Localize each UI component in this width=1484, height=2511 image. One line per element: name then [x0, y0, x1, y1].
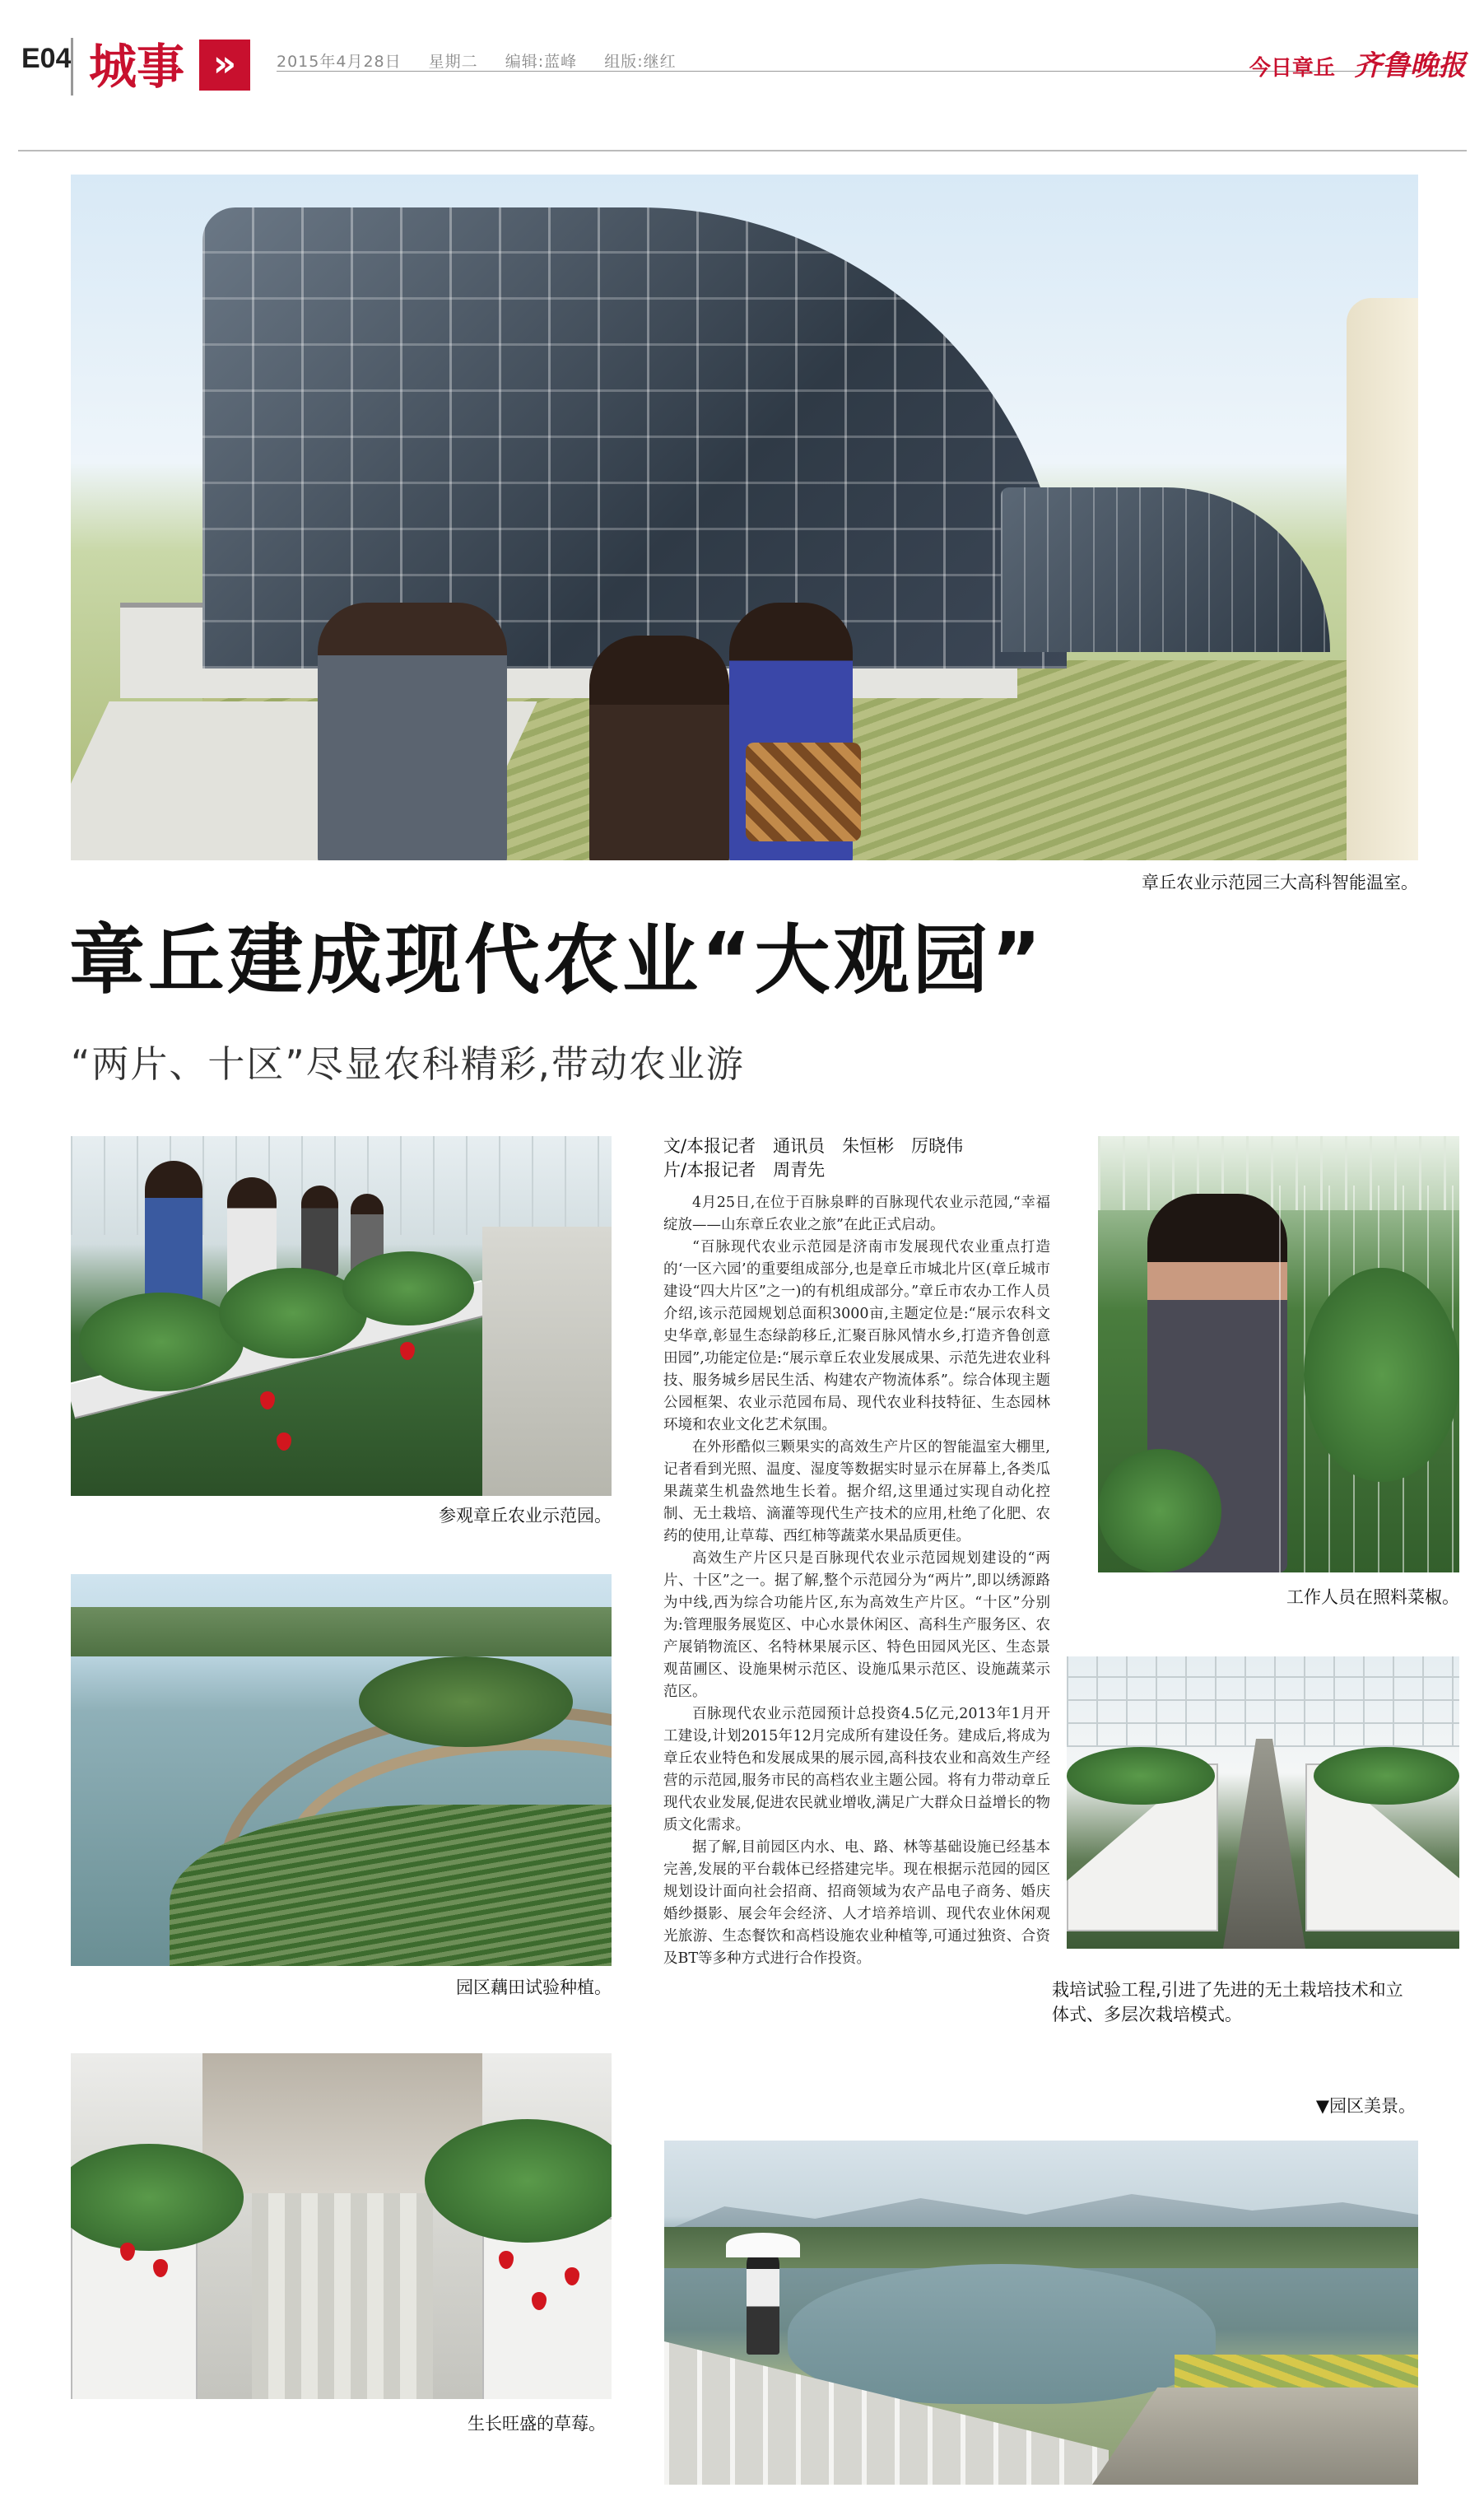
article-paragraph: 高效生产片区只是百脉现代农业示范园规划建设的“两片、十区”之一。据了解,整个示范园分为“两片”,即以绣源路为中线,西为综合功能片区,东为高效生产片区。“十区”分别为:管理服务展览区、中心水景休闲区、高科生产服务区、农产展销物流区、名特林果展示区、特色田园风光区、生态景观苗圃区、设施果树示范区、设施瓜果示范区、设施蔬菜示范区。 [663, 1550, 1050, 1700]
article-body [663, 1192, 1050, 1970]
planted-island [359, 1656, 573, 1747]
photo-greenhouses [71, 175, 1418, 860]
section-chevron-icon: » [199, 40, 250, 91]
article-paragraph: “百脉现代农业示范园是济南市发展现代农业重点打造的‘一区六园’的重要组成部分,也是章丘市城北片区(章丘城市建设“四大片区”之一)的有机组成部分。”章丘市农办工作人员介绍,该示范园规划总面积3000亩,主题定位是:“展示农科文史华章,彰显生态绿韵移丘,汇聚百脉风情水乡,打造齐鲁创意田园”,功能定位是:“展示章丘农业发展成果、示范先进农业科技、服务城乡居民生活、构建农产物流体系”。综合体现主题公园框架、农业示范园布局、现代农业科技特征、生态园林环境和农业文化艺术氛围。 [663, 1239, 1050, 1433]
page-number: E04 [21, 43, 72, 74]
visitor-figure [747, 2248, 779, 2355]
distant-hills [664, 2190, 1418, 2231]
section-name: 城事 [89, 39, 185, 95]
caption-rows: 栽培试验工程,引进了先进的无土栽培技术和立体式、多层次栽培模式。 [1052, 1980, 1403, 2024]
greenhouse-dome [202, 207, 1067, 669]
photo-worker-peppers [1098, 1136, 1459, 1572]
subheadline: “两片、十区”尽显农科精彩,带动农业游 [71, 1042, 745, 1086]
photo-cultivation-rows [1067, 1656, 1459, 1949]
caption-straw2: 生长旺盛的草莓。 [468, 2414, 606, 2434]
column-name: 今日章丘 [1249, 56, 1335, 81]
photo-visitors-strawberries [71, 1136, 612, 1496]
caption-park: ▼园区美景。 [1315, 2096, 1416, 2116]
strawberry-foliage [425, 2119, 612, 2243]
issue-date: 2015年4月28日 [277, 53, 402, 71]
byline [663, 1134, 1038, 1182]
visitor-figure [589, 636, 729, 860]
editor-credit: 编辑:蓝峰 [505, 53, 578, 71]
aisle-floor [252, 2193, 433, 2399]
bus [1347, 298, 1418, 860]
plant-row [1067, 1747, 1215, 1805]
caption-worker: 工作人员在照料菜椒。 [1286, 1587, 1459, 1607]
growing-rack [482, 2218, 612, 2399]
article-paragraph: 在外形酷似三颗果实的高效生产片区的智能温室大棚里,记者看到光照、温度、湿度等数据实时显示在屏幕上,各类瓜果蔬菜生机盎然地生长着。据介绍,这里通过实现自动化控制、无土栽培、滴灌等现代生产技术的应用,杜绝了化肥、农药的使用,让草莓、西红柿等蔬菜水果品质更佳。 [663, 1439, 1050, 1544]
pepper-foliage [1304, 1268, 1459, 1482]
caption-lotus: 园区藕田试验种植。 [456, 1978, 612, 1997]
promenade [1092, 2388, 1418, 2485]
header-divider [71, 38, 73, 96]
strawberry-foliage [71, 2144, 244, 2251]
issue-weekday: 星期二 [428, 53, 478, 71]
visitor-figure [145, 1161, 202, 1309]
column-brand [1249, 43, 1466, 83]
article-paragraph: 据了解,目前园区内水、电、路、林等基础设施已经基本完善,发展的平台载体已经搭建完毕。现在根据示范园的园区规划设计面向社会招商、招商领域为农产品电子商务、婚庆婚纱摄影、展会年会经济、人才培养培训、现代农业休闲观光旅游、生态餐饮和高档设施农业种植等,可通过独资、合资及BT等多种方式进行合作投资。 [663, 1839, 1050, 1967]
greenhouse-aisle [482, 1227, 612, 1496]
visitor-figure [301, 1186, 338, 1276]
article-paragraph: 百脉现代农业示范园预计总投资4.5亿元,2013年1月开工建设,计划2015年12月完成所有建设任务。建成后,将成为章丘农业特色和发展成果的展示园,高科技农业和高效生产经营的示范园,服务市民的高档农业主题公园。将有力带动章丘现代农业发展,促进农民就业增收,满足广大群众日益增长的物质文化需求。 [663, 1706, 1050, 1833]
issue-meta [277, 49, 698, 72]
layout-credit: 组版:继红 [604, 53, 677, 71]
photo-strawberry-racks [71, 2053, 612, 2399]
strawberry [400, 1342, 415, 1360]
paper-logo: 齐鲁晚报 [1354, 49, 1466, 82]
caption-main: 章丘农业示范园三大高科智能温室。 [1142, 873, 1418, 892]
lake [788, 2264, 1216, 2404]
article-paragraph: 4月25日,在位于百脉泉畔的百脉现代农业示范园,“幸福绽放——山东章丘农业之旅”在此正式启动。 [663, 1195, 1050, 1233]
strawberry [277, 1433, 291, 1451]
center-aisle [1223, 1739, 1305, 1949]
umbrella [726, 2233, 800, 2257]
handbag [746, 743, 861, 841]
strawberry-foliage [342, 1251, 474, 1325]
visitor-figure [318, 603, 507, 860]
strawberry [260, 1391, 275, 1409]
byline-text: 文/本报记者 通讯员 朱恒彬 厉晓伟 [663, 1136, 964, 1156]
page-top-rule [18, 150, 1467, 151]
greenhouse-roof [1067, 1656, 1459, 1747]
photo-lotus-field [71, 1574, 612, 1966]
pepper-foliage [1098, 1449, 1221, 1572]
headline: 章丘建成现代农业“大观园” [69, 916, 1044, 1004]
plant-row [1314, 1747, 1459, 1805]
byline-photo: 片/本报记者 周青先 [663, 1160, 826, 1180]
caption-straw1: 参观章丘农业示范园。 [439, 1506, 612, 1526]
tree-line [71, 1607, 612, 1656]
photo-park-view [664, 2141, 1418, 2485]
greenhouse-dome-far [1001, 487, 1330, 652]
